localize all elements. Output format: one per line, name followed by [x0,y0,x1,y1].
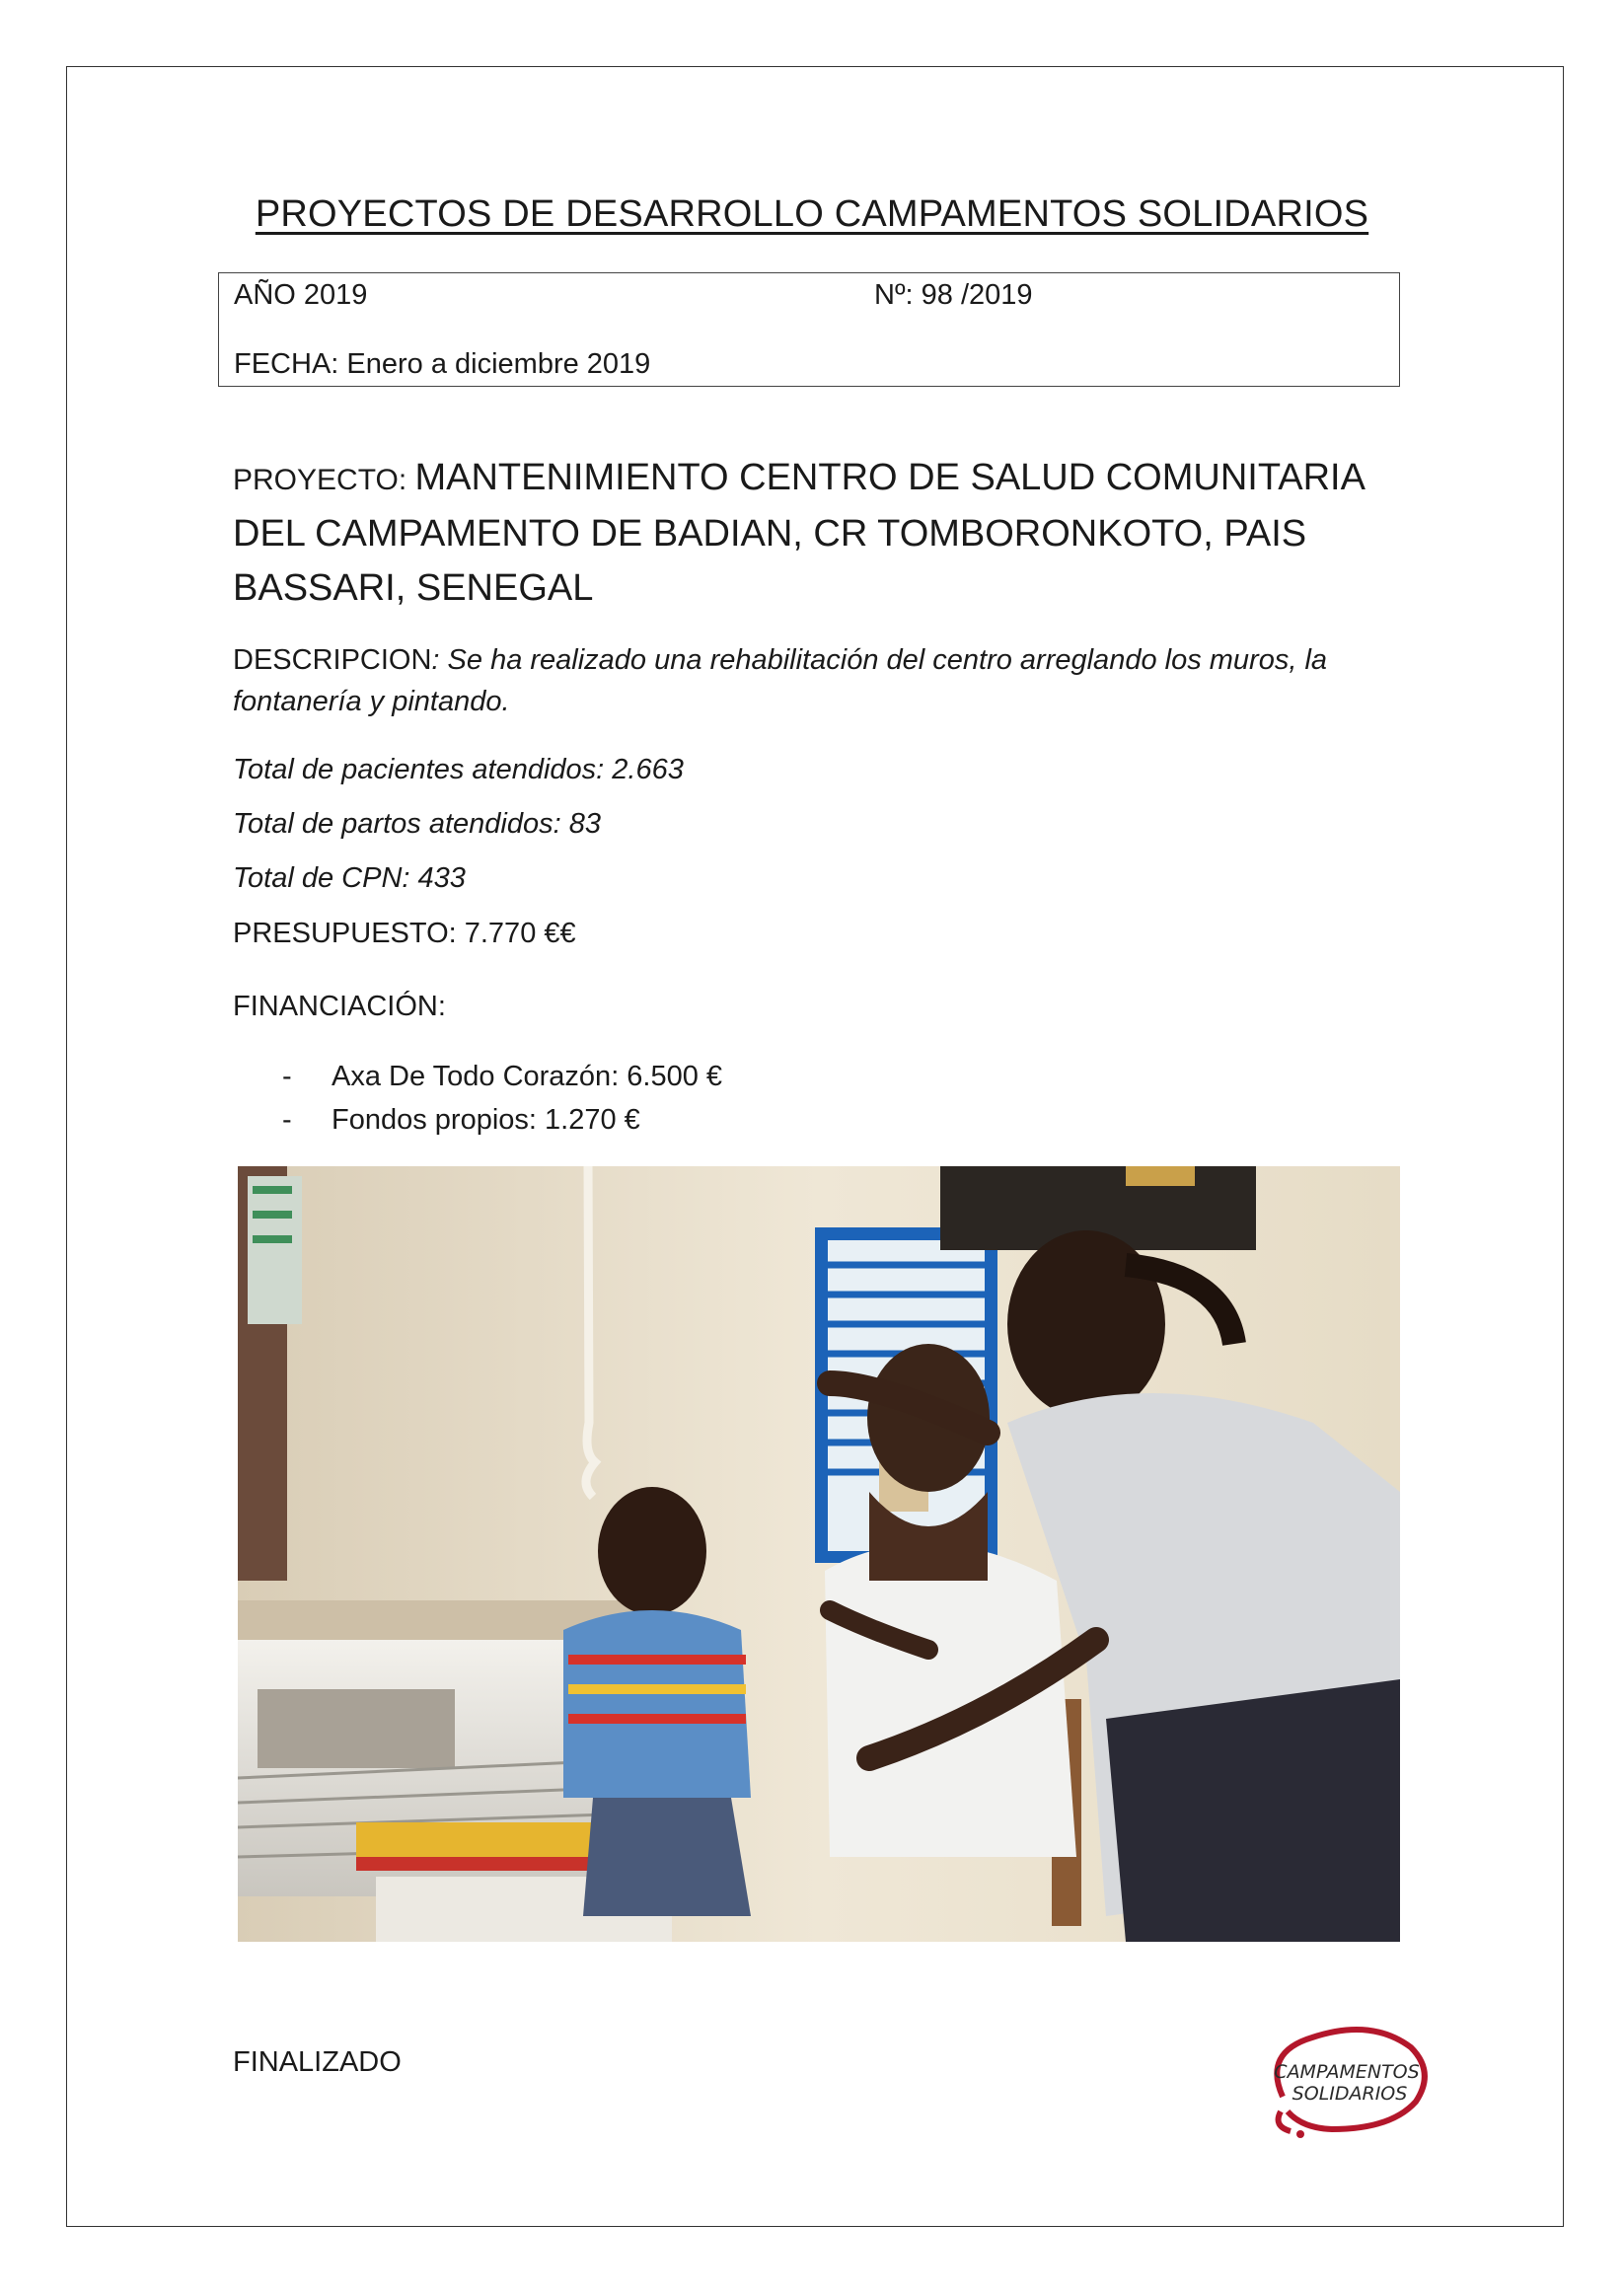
description-label: DESCRIPCION [233,644,432,676]
campamentos-logo [1243,2013,1440,2141]
page-title: PROYECTOS DE DESARROLLO CAMPAMENTOS SOLIDARIOS [255,193,1369,235]
list-item [282,1098,722,1142]
info-box [218,272,1400,387]
budget: PRESUPUESTO: 7.770 €€ [233,918,576,949]
status-text: FINALIZADO [233,2046,402,2078]
stat-cpn: Total de CPN: 433 [233,862,466,894]
project-label: PROYECTO: [233,464,415,496]
number-field: Nº: 98 /2019 [874,279,1033,311]
description [233,639,1397,722]
list-item [282,1055,722,1098]
year-field: AÑO 2019 [234,279,368,311]
clinic-photo-illustration [238,1166,1400,1942]
stat-patients: Total de pacientes atendidos: 2.663 [233,754,684,785]
bullet-dash: - [282,1104,292,1136]
project-heading [233,451,1417,616]
bullet-dash: - [282,1061,292,1092]
financing-label: FINANCIACIÓN: [233,991,446,1022]
stat-births: Total de partos atendidos: 83 [233,808,601,840]
project-name: MANTENIMIENTO CENTRO DE SALUD COMUNITARIA DEL CAMPAMENTO DE BADIAN, CR TOMBORONKOTO, PAIS BASSARI, SENEGAL [233,457,1364,609]
description-text: : Se ha realizado una rehabilitación del centro arreglando los muros, la fontanería y pintando. [233,644,1328,717]
financing-list [282,1055,722,1142]
logo-line1: CAMPAMENTOS [1274,2061,1420,2083]
financing-item: Fondos propios: 1.270 € [332,1104,640,1136]
financing-item: Axa De Todo Corazón: 6.500 € [332,1061,723,1092]
logo-line2: SOLIDARIOS [1292,2083,1408,2105]
date-field: FECHA: Enero a diciembre 2019 [234,348,651,380]
clinic-photo [238,1166,1400,1942]
